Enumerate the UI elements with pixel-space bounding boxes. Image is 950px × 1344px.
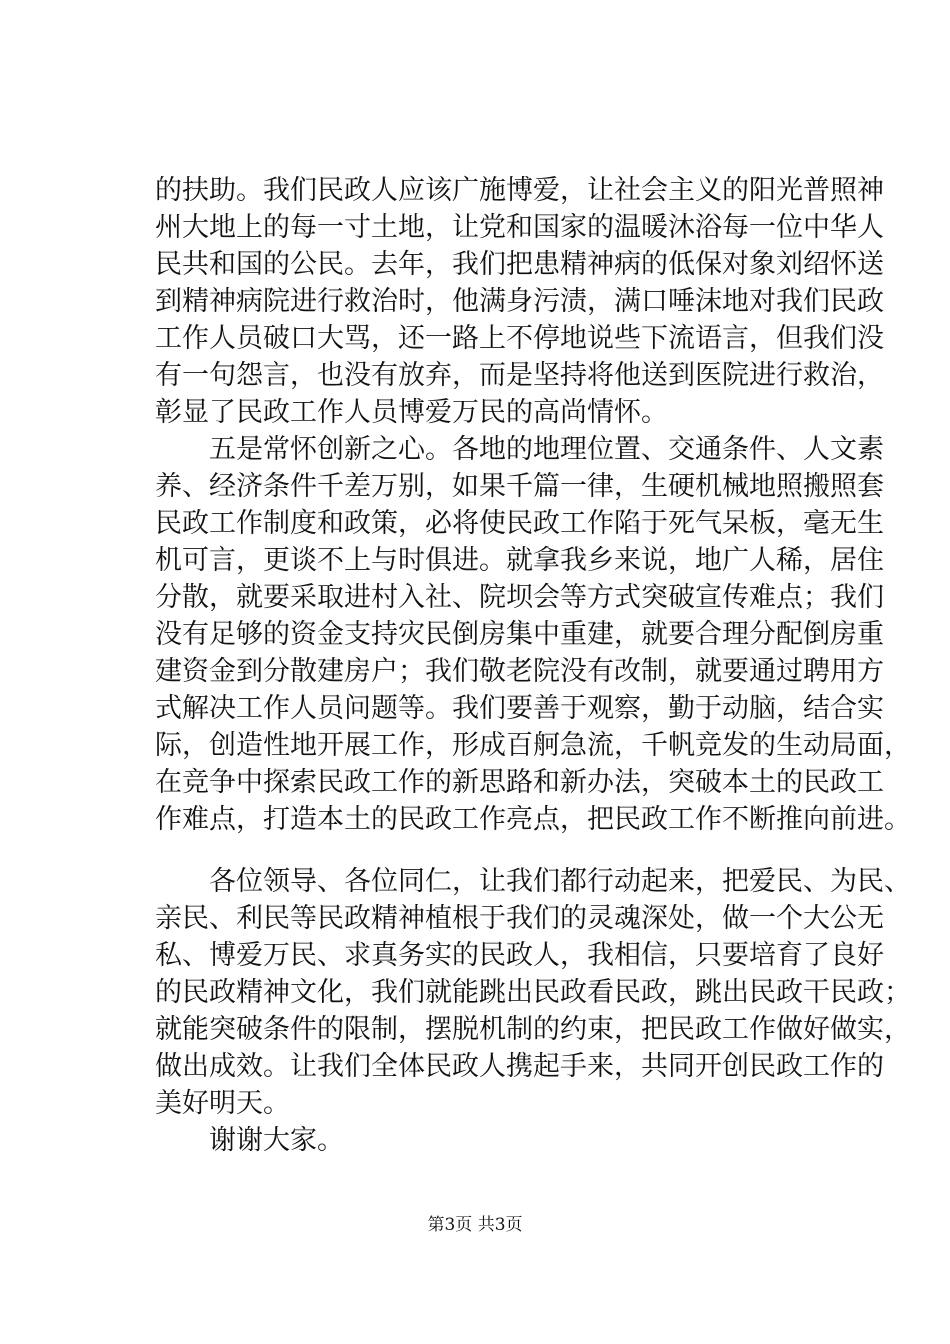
- text-line: 就能突破条件的限制，摆脱机制的约束，把民政工作做好做实，: [155, 1014, 911, 1045]
- text-line: 的民政精神文化，我们就能跳出民政看民政，跳出民政干民政；: [155, 977, 911, 1008]
- text-line: 到精神病院进行救治时，他满身污渍，满口唾沫地对我们民政: [155, 286, 884, 317]
- text-line: 的扶助。我们民政人应该广施博爱，让社会主义的阳光普照神: [155, 175, 884, 206]
- text-line: 五是常怀创新之心。各地的地理位置、交通条件、人文素: [155, 434, 884, 465]
- text-line: 没有足够的资金支持灾民倒房集中重建，就要合理分配倒房重: [155, 619, 884, 650]
- text-line: 私、博爱万民、求真务实的民政人，我相信，只要培育了良好: [155, 940, 884, 971]
- text-line: 谢谢大家。: [155, 1125, 344, 1156]
- text-line: 作难点，打造本土的民政工作亮点，把民政工作不断推向前进。: [155, 804, 911, 835]
- text-line: 式解决工作人员问题等。我们要善于观察，勤于动脑，结合实: [155, 693, 884, 724]
- text-line: 在竞争中探索民政工作的新思路和新办法，突破本土的民政工: [155, 767, 884, 798]
- text-line: 分散，就要采取进村入社、院坝会等方式突破宣传难点；我们: [155, 582, 884, 613]
- text-line: 美好明天。: [155, 1088, 290, 1119]
- page-footer: 第3页 共3页: [427, 1215, 523, 1235]
- text-line: 彰显了民政工作人员博爱万民的高尚情怀。: [155, 397, 668, 428]
- text-line: 州大地上的每一寸土地，让党和国家的温暖沐浴每一位中华人: [155, 212, 884, 243]
- text-line: 各位领导、各位同仁，让我们都行动起来，把爱民、为民、: [155, 866, 911, 897]
- text-line: 有一句怨言，也没有放弃，而是坚持将他送到医院进行救治，: [155, 360, 884, 391]
- text-line: 民政工作制度和政策，必将使民政工作陷于死气呆板，毫无生: [155, 508, 884, 539]
- text-line: 民共和国的公民。去年，我们把患精神病的低保对象刘绍怀送: [155, 249, 884, 280]
- text-line: 建资金到分散建房户；我们敬老院没有改制，就要通过聘用方: [155, 656, 884, 687]
- text-line: 亲民、利民等民政精神植根于我们的灵魂深处，做一个大公无: [155, 903, 884, 934]
- text-line: 做出成效。让我们全体民政人携起手来，共同开创民政工作的: [155, 1051, 884, 1082]
- text-line: 工作人员破口大骂，还一路上不停地说些下流语言，但我们没: [155, 323, 884, 354]
- text-line: 机可言，更谈不上与时俱进。就拿我乡来说，地广人稀，居住: [155, 545, 884, 576]
- text-line: 际，创造性地开展工作，形成百舸急流，千帆竞发的生动局面，: [155, 730, 911, 761]
- text-line: 养、经济条件千差万别，如果千篇一律，生硬机械地照搬照套: [155, 471, 884, 502]
